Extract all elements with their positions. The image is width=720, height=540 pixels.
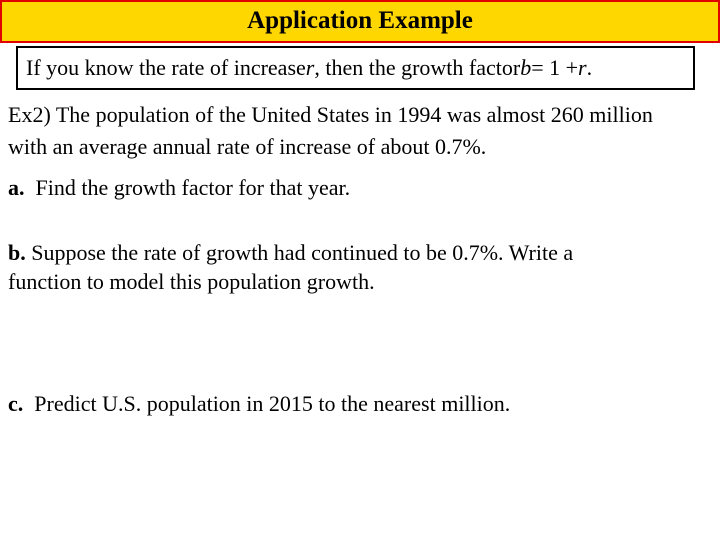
rule-text-3: = 1 +	[531, 55, 579, 80]
example-line-2: with an average annual rate of increase of about 0.7%.	[8, 134, 487, 159]
rule-text-2: , then the growth factor	[314, 55, 521, 80]
part-b-line-1: Suppose the rate of growth had continued to be 0.7%. Write a	[31, 240, 574, 265]
slide-title-bar	[0, 0, 720, 43]
rule-var-r: r	[305, 55, 315, 80]
part-c	[8, 388, 510, 420]
example-statement	[8, 99, 653, 163]
growth-factor-rule-box	[16, 46, 695, 90]
part-a-label: a.	[8, 175, 25, 200]
part-b-line-2: function to model this population growth.	[8, 269, 375, 294]
part-b-label: b.	[8, 240, 26, 265]
part-c-label: c.	[8, 391, 24, 416]
part-a-text: Find the growth factor for that year.	[35, 175, 351, 200]
rule-var-b: b	[520, 55, 532, 80]
example-line-1: Ex2) The population of the United States in 1994 was almost 260 million	[8, 102, 653, 127]
rule-text-1: If you know the rate of increase	[26, 55, 306, 80]
part-a	[8, 172, 350, 204]
part-c-text: Predict U.S. population in 2015 to the nearest million.	[34, 391, 511, 416]
slide-title: Application Example	[247, 7, 473, 34]
rule-var-r-2: r	[578, 55, 587, 80]
rule-text-4: .	[586, 55, 593, 80]
part-b	[8, 238, 573, 296]
